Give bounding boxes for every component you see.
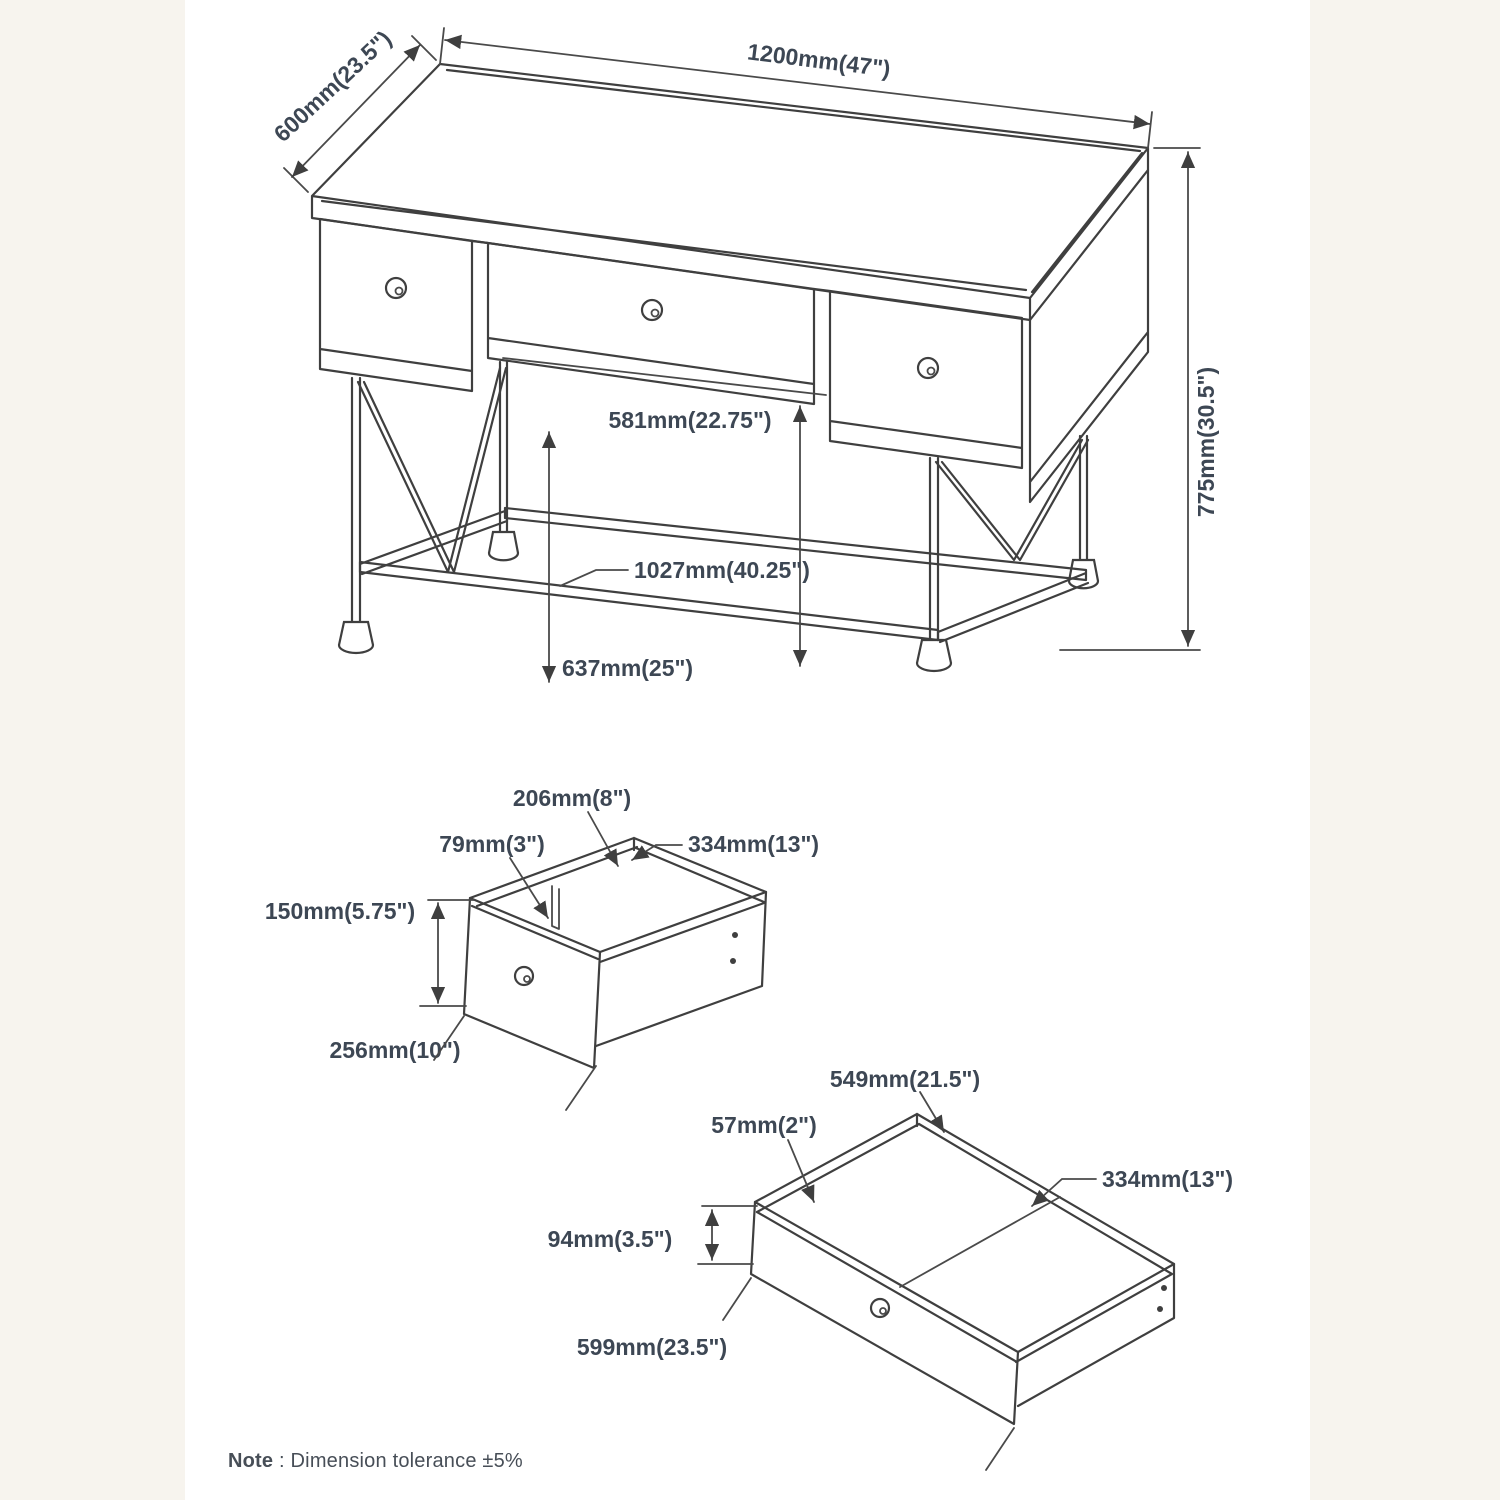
desk-left-drawer-knob (386, 278, 406, 298)
desk-stretcher-length-label: 1027mm(40.25") (634, 557, 810, 583)
desk-left-v-brace (358, 368, 506, 572)
small-drawer-screw-hole-1 (732, 932, 738, 938)
desk-center-drawer-knob (642, 300, 662, 320)
small-drawer-width-label: 256mm(10") (329, 1037, 461, 1063)
small-drawer-depth-label: 334mm(13") (688, 831, 820, 857)
small-drawer-knob (515, 967, 533, 985)
small-drawer-back-width-label: 206mm(8") (512, 785, 632, 811)
large-drawer-screw-hole-1 (1161, 1285, 1167, 1291)
desk-back-right-leg (1069, 436, 1098, 588)
desk-right-drawer-knob (918, 358, 938, 378)
small-drawer-height-label: 150mm(5.75") (264, 898, 416, 924)
desk-depth-label: 600mm(23.5") (268, 25, 397, 147)
large-drawer-screw-hole-2 (1157, 1306, 1163, 1312)
large-drawer-inner-width-label: 549mm(21.5") (829, 1066, 981, 1092)
desk-back-left-foot (489, 532, 518, 560)
note-text: : Dimension tolerance ±5% (279, 1450, 523, 1472)
desk-front-right-foot (917, 640, 951, 671)
large-drawer-knob (871, 1299, 889, 1317)
small-drawer-screw-hole-2 (730, 958, 736, 964)
large-drawer-front-clearance-label: 57mm(2") (711, 1112, 817, 1138)
note-label: Note (228, 1450, 274, 1472)
desk-width-label: 1200mm(47") (745, 38, 892, 82)
small-drawer-slide-slat (552, 886, 559, 929)
desk-right-drawer (814, 289, 1022, 468)
desk-front-left-foot (339, 622, 373, 653)
small-drawer-width-ticks (434, 1016, 596, 1110)
desk-center-drawer (472, 241, 814, 404)
stretcher-length-leader (560, 570, 628, 586)
large-drawer-depth-leader (1032, 1179, 1096, 1206)
small-drawer-front-clearance-label: 79mm(3") (439, 831, 545, 857)
desk-kneehole-label: 581mm(22.75") (608, 407, 772, 433)
small-drawer-right-side (596, 892, 766, 1046)
large-drawer-drawing (548, 1066, 1233, 1470)
desk-tabletop (312, 64, 1148, 320)
desk-left-drawer (320, 219, 472, 391)
small-drawer-front-panel (464, 898, 600, 1068)
tolerance-note (228, 1450, 523, 1473)
large-drawer-height-label: 94mm(3.5") (547, 1226, 673, 1252)
small-drawer-front-clearance-leader (510, 858, 548, 918)
large-drawer-divider (900, 1197, 1060, 1287)
desk-height-label: 775mm(30.5") (1193, 366, 1219, 518)
small-drawer-back-width-leader (588, 812, 618, 866)
desk-stretcher-height-label: 637mm(25") (562, 655, 694, 681)
desk-front-left-leg (339, 378, 373, 653)
large-drawer-width-ticks (723, 1278, 1014, 1470)
large-drawer-depth-label: 334mm(13") (1102, 1166, 1234, 1192)
large-drawer-width-label: 599mm(23.5") (576, 1334, 728, 1360)
large-drawer-height-extension-lines (698, 1206, 757, 1264)
small-drawer-drawing (265, 785, 819, 1110)
